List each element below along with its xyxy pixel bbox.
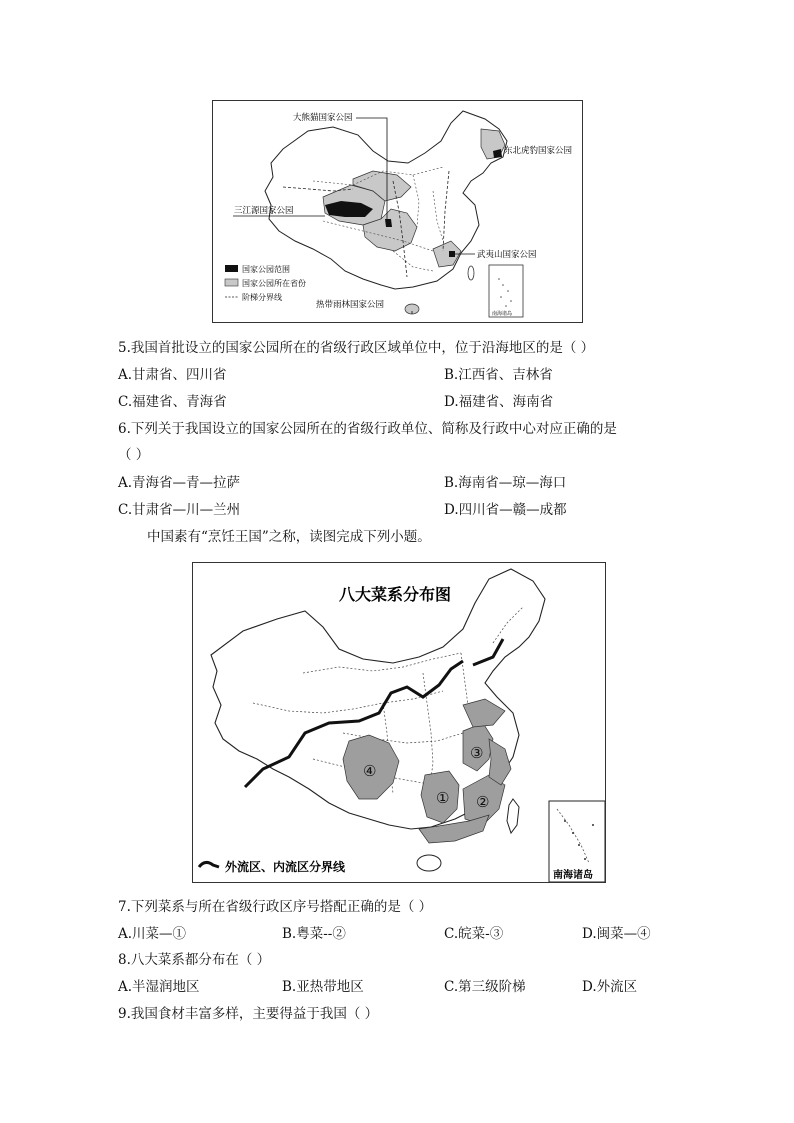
- marker-4: ④: [363, 762, 377, 780]
- marker-3: ③: [470, 744, 484, 762]
- q5-option-a: A.甘肃省、四川省: [118, 367, 227, 383]
- marker-1: ①: [436, 789, 450, 807]
- taiwan-island-2: [507, 799, 519, 833]
- q5-option-d: D.福建省、海南省: [444, 394, 554, 410]
- q6-option-b: B.海南省—琼—海口: [444, 475, 567, 491]
- legend-park-area-swatch: [225, 265, 238, 272]
- intro-text: 中国素有“烹饪王国”之称，读图完成下列小题。: [147, 529, 431, 545]
- q6-option-d: D.四川省—赣—成都: [444, 502, 567, 518]
- marker-2: ②: [476, 793, 490, 811]
- q8-option-b: B.亚热带地区: [282, 979, 364, 995]
- national-parks-map-svg: [213, 101, 582, 322]
- q7-option-b: B.粤菜--②: [282, 926, 346, 942]
- inset-label-2: 南海诸岛: [553, 870, 593, 881]
- legend-park-province-swatch: [225, 279, 238, 286]
- q8-option-c: C.第三级阶梯: [444, 979, 526, 995]
- sanjiangyuan-park-label: 三江源国家公园: [234, 206, 294, 216]
- cuisine-map: [192, 562, 606, 883]
- cuisine-map-title: 八大菜系分布图: [339, 585, 452, 604]
- q8-option-d: D.外流区: [582, 979, 638, 995]
- south-china-sea-inset: [489, 265, 523, 317]
- panda-park: [385, 219, 392, 227]
- legend-park-area: 国家公园范围: [242, 265, 290, 274]
- q9-stem: 9.我国食材丰富多样，主要得益于我国（ ）: [118, 1006, 379, 1022]
- national-parks-map: [212, 100, 583, 323]
- q6-option-a: A.青海省—青—拉萨: [118, 475, 241, 491]
- tiger-park-label: 东北虎豹国家公园: [504, 146, 573, 156]
- hainan-island-2: [417, 855, 441, 871]
- legend-drainage-label: 外流区、内流区分界线: [225, 860, 346, 874]
- rainforest-park-label: 热带雨林国家公园: [316, 300, 385, 310]
- q5-stem: 5.我国首批设立的国家公园所在的省级行政区域单位中，位于沿海地区的是（ ）: [118, 340, 595, 356]
- q8-stem: 8.八大菜系都分布在（ ）: [118, 952, 271, 968]
- taiwan-island: [468, 266, 474, 280]
- cuisine-map-svg: [193, 563, 605, 882]
- q7-option-d: D.闽菜—④: [582, 926, 651, 942]
- q8-option-a: A.半湿润地区: [118, 979, 200, 995]
- legend-park-province: 国家公园所在省份: [242, 279, 306, 288]
- legend-drainage-swatch: [199, 862, 219, 867]
- wuyishan-park-label: 武夷山国家公园: [477, 250, 537, 260]
- inset-label: 南海诸岛: [492, 311, 513, 317]
- q7-option-c: C.皖菜-③: [444, 926, 504, 942]
- q6-stem: 6.下列关于我国设立的国家公园所在的省级行政单位、简称及行政中心对应正确的是: [118, 421, 617, 437]
- panda-park-label: 大熊猫国家公园: [293, 113, 353, 123]
- q7-stem: 7.下列菜系与所在省级行政区序号搭配正确的是（ ）: [118, 899, 433, 915]
- q6-stem-cont: （ ）: [118, 447, 150, 463]
- q5-option-b: B.江西省、吉林省: [444, 367, 553, 383]
- q6-option-c: C.甘肃省—川—兰州: [118, 502, 241, 518]
- q7-option-a: A.川菜—①: [118, 926, 187, 942]
- legend-step-boundary: 阶梯分界线: [242, 293, 282, 302]
- q5-option-c: C.福建省、青海省: [118, 394, 227, 410]
